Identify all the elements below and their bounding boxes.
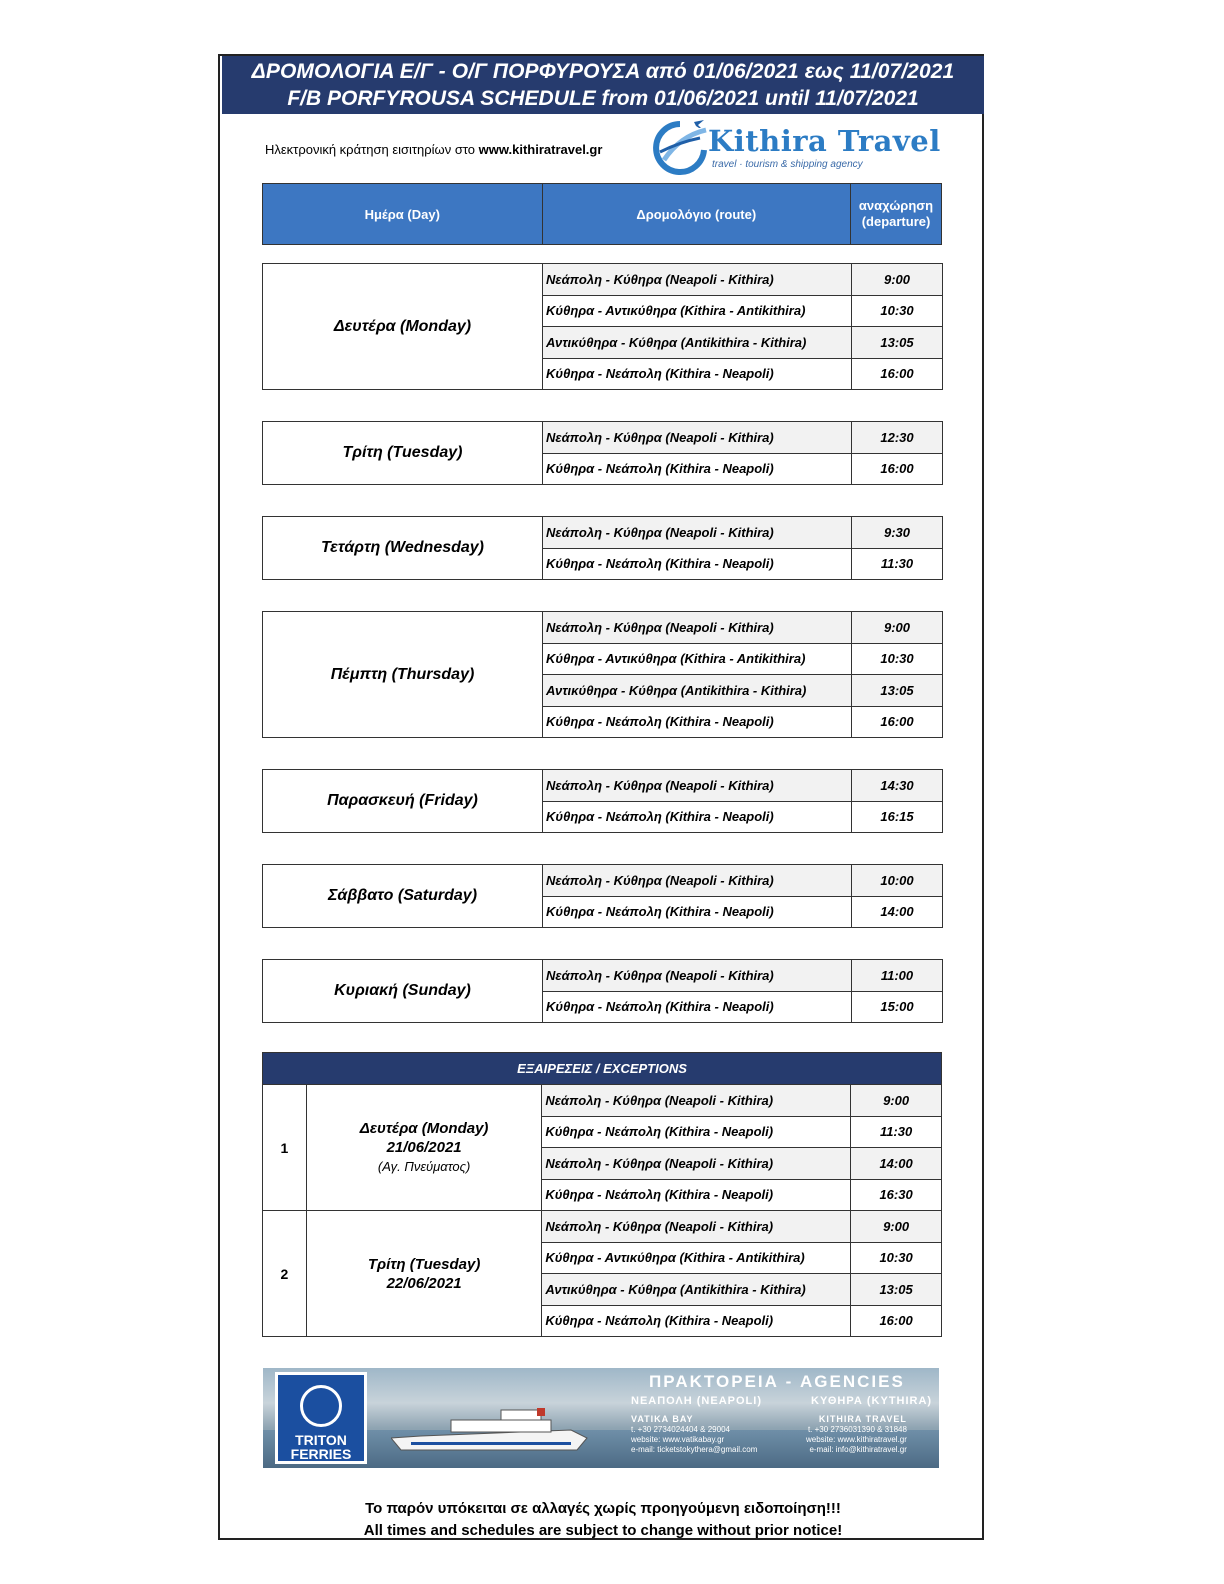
route-cell: Νεάπολη - Κύθηρα (Neapoli - Kithira) <box>543 770 852 802</box>
agencies-title: ΠΡΑΚΤΟΡΕΙΑ - AGENCIES <box>649 1372 905 1391</box>
agency-location-neapoli: ΝΕΑΠΟΛΗ (NEAPOLI) <box>631 1395 762 1407</box>
day-name: Τρίτη (Tuesday) <box>263 422 543 485</box>
time-cell: 10:30 <box>852 295 943 327</box>
route-cell: Νεάπολη - Κύθηρα (Neapoli - Kithira) <box>543 612 852 644</box>
ship-emblem-icon <box>300 1385 342 1427</box>
day-name: Σάββατο (Saturday) <box>263 865 543 928</box>
time-cell: 11:30 <box>852 548 943 580</box>
time-cell: 10:30 <box>852 643 943 675</box>
time-cell: 14:00 <box>851 1148 942 1180</box>
route-cell: Κύθηρα - Αντικύθηρα (Kithira - Antikithira) <box>543 643 852 675</box>
route-cell: Κύθηρα - Νεάπολη (Kithira - Neapoli) <box>542 1116 851 1148</box>
route-cell: Κύθηρα - Νεάπολη (Kithira - Neapoli) <box>543 801 852 833</box>
agency-website[interactable]: website: www.vatikabay.gr <box>631 1435 725 1444</box>
route-cell: Κύθηρα - Νεάπολη (Kithira - Neapoli) <box>543 548 852 580</box>
route-cell: Κύθηρα - Αντικύθηρα (Kithira - Antikithira) <box>543 295 852 327</box>
route-cell: Αντικύθηρα - Κύθηρα (Antikithira - Kithira) <box>542 1274 851 1306</box>
day-table-wednesday <box>262 516 943 580</box>
day-table-saturday <box>262 864 943 928</box>
logo-brand: Kithira Travel <box>708 124 941 158</box>
exceptions-table <box>262 1052 942 1337</box>
route-cell: Νεάπολη - Κύθηρα (Neapoli - Kithira) <box>542 1085 851 1117</box>
time-cell: 16:00 <box>851 1305 942 1337</box>
route-cell: Κύθηρα - Αντικύθηρα (Kithira - Antikithira) <box>542 1242 851 1274</box>
day-table-thursday <box>262 611 943 738</box>
day-table-friday <box>262 769 943 833</box>
day-name: Δευτέρα (Monday) <box>263 264 543 390</box>
agency-name: KITHIRA TRAVEL <box>818 1414 907 1424</box>
title-bar <box>222 56 984 114</box>
time-cell: 16:00 <box>852 706 943 738</box>
time-cell: 16:15 <box>852 801 943 833</box>
agency-phone: t. +30 2734024404 & 29004 <box>631 1425 730 1434</box>
route-cell: Αντικύθηρα - Κύθηρα (Antikithira - Kithira) <box>543 327 852 359</box>
header-day: Ημέρα (Day) <box>263 184 543 245</box>
ferry-ship-icon <box>391 1408 591 1454</box>
logo-tagline: travel · tourism & shipping agency <box>712 159 863 170</box>
day-name: Τετάρτη (Wednesday) <box>263 517 543 580</box>
booking-text: Ηλεκτρονική κράτηση εισιτηρίων στο <box>265 142 479 157</box>
notice-greek: Το παρόν υπόκειται σε αλλαγές χωρίς προηγούμενη ειδοποίηση!!! <box>365 1500 841 1517</box>
day-name: Κυριακή (Sunday) <box>263 960 543 1023</box>
globe-plane-icon <box>650 116 710 178</box>
time-cell: 9:00 <box>852 612 943 644</box>
title-english: F/B PORFYROUSA SCHEDULE from 01/06/2021 until 11/07/2021 <box>287 87 919 110</box>
route-cell: Κύθηρα - Νεάπολη (Kithira - Neapoli) <box>542 1179 851 1211</box>
route-cell: Νεάπολη - Κύθηρα (Neapoli - Kithira) <box>543 960 852 992</box>
triton-logo-line1: TRITON <box>295 1432 347 1448</box>
exception-day: Δευτέρα (Monday) <box>359 1120 489 1137</box>
time-cell: 11:30 <box>851 1116 942 1148</box>
time-cell: 14:30 <box>852 770 943 802</box>
time-cell: 9:00 <box>851 1211 942 1243</box>
agencies-banner <box>263 1368 939 1468</box>
exception-day: Τρίτη (Tuesday) <box>367 1255 481 1273</box>
time-cell: 11:00 <box>852 960 943 992</box>
time-cell: 12:30 <box>852 422 943 454</box>
exception-date-value: 21/06/2021 <box>386 1139 462 1156</box>
header-route: Δρομολόγιο (route) <box>542 184 851 245</box>
header-departure-greek: αναχώρηση <box>858 198 934 213</box>
triton-ferries-logo <box>275 1372 367 1464</box>
time-cell: 10:30 <box>851 1242 942 1274</box>
time-cell: 16:00 <box>852 358 943 390</box>
time-cell: 14:00 <box>852 896 943 928</box>
route-cell: Κύθηρα - Νεάπολη (Kithira - Neapoli) <box>543 706 852 738</box>
booking-link[interactable]: www.kithiratravel.gr <box>478 142 603 157</box>
route-cell: Νεάπολη - Κύθηρα (Neapoli - Kithira) <box>542 1148 851 1180</box>
title-greek: ΔΡΟΜΟΛΟΓΙΑ Ε/Γ - Ο/Γ ΠΟΡΦΥΡΟΥΣΑ από 01/06/2021 εως 11/07/2021 <box>251 60 955 83</box>
kithira-travel-logo <box>650 116 950 178</box>
day-table-sunday <box>262 959 943 1023</box>
time-cell: 9:00 <box>851 1085 942 1117</box>
notice-english: All times and schedules are subject to change without prior notice! <box>363 1522 843 1539</box>
route-cell: Νεάπολη - Κύθηρα (Neapoli - Kithira) <box>543 264 852 296</box>
exception-date <box>306 1211 541 1337</box>
day-name: Πέμπτη (Thursday) <box>263 612 543 738</box>
agency-name: VATIKA BAY <box>631 1414 694 1424</box>
route-cell: Νεάπολη - Κύθηρα (Neapoli - Kithira) <box>543 517 852 549</box>
route-cell: Κύθηρα - Νεάπολη (Kithira - Neapoli) <box>543 896 852 928</box>
time-cell: 10:00 <box>852 865 943 897</box>
time-cell: 9:30 <box>852 517 943 549</box>
route-cell: Νεάπολη - Κύθηρα (Neapoli - Kithira) <box>542 1211 851 1243</box>
exception-note: (Αγ. Πνεύματος) <box>377 1159 471 1174</box>
route-cell: Αντικύθηρα - Κύθηρα (Antikithira - Kithira) <box>543 675 852 707</box>
triton-logo-line2: FERRIES <box>290 1446 352 1462</box>
triton-logo-text <box>278 1433 364 1461</box>
exception-number: 2 <box>263 1211 307 1337</box>
exception-date-value: 22/06/2021 <box>386 1274 462 1292</box>
route-cell: Κύθηρα - Νεάπολη (Kithira - Neapoli) <box>543 453 852 485</box>
time-cell: 15:00 <box>852 991 943 1023</box>
exception-number: 1 <box>263 1085 307 1211</box>
schedule-header <box>262 183 942 245</box>
agency-kithira-travel <box>806 1414 907 1455</box>
agency-email[interactable]: e-mail: ticketstokythera@gmail.com <box>631 1445 758 1454</box>
day-table-tuesday <box>262 421 943 485</box>
agency-vatika-bay <box>631 1414 757 1455</box>
route-cell: Κύθηρα - Νεάπολη (Kithira - Neapoli) <box>542 1305 851 1337</box>
route-cell: Νεάπολη - Κύθηρα (Neapoli - Kithira) <box>543 422 852 454</box>
time-cell: 16:00 <box>852 453 943 485</box>
day-name: Παρασκευή (Friday) <box>263 770 543 833</box>
time-cell: 13:05 <box>851 1274 942 1306</box>
header-departure <box>851 184 942 245</box>
exceptions-header: ΕΞΑΙΡΕΣΕΙΣ / EXCEPTIONS <box>263 1053 942 1085</box>
agency-website[interactable]: website: www.kithiratravel.gr <box>806 1435 907 1444</box>
route-cell: Κύθηρα - Νεάπολη (Kithira - Neapoli) <box>543 358 852 390</box>
agency-location-kithira: ΚΥΘΗΡΑ (ΚΥΤΗΙRA) <box>811 1395 933 1407</box>
exception-date <box>306 1085 541 1211</box>
day-table-monday <box>262 263 943 390</box>
time-cell: 9:00 <box>852 264 943 296</box>
route-cell: Κύθηρα - Νεάπολη (Kithira - Neapoli) <box>543 991 852 1023</box>
time-cell: 13:05 <box>852 675 943 707</box>
time-cell: 13:05 <box>852 327 943 359</box>
booking-line <box>265 142 602 157</box>
time-cell: 16:30 <box>851 1179 942 1211</box>
agency-email[interactable]: e-mail: info@kithiratravel.gr <box>809 1445 907 1454</box>
route-cell: Νεάπολη - Κύθηρα (Neapoli - Kithira) <box>543 865 852 897</box>
header-departure-english: (departure) <box>861 214 931 229</box>
agency-phone: t. +30 2736031390 & 31848 <box>807 1425 907 1434</box>
